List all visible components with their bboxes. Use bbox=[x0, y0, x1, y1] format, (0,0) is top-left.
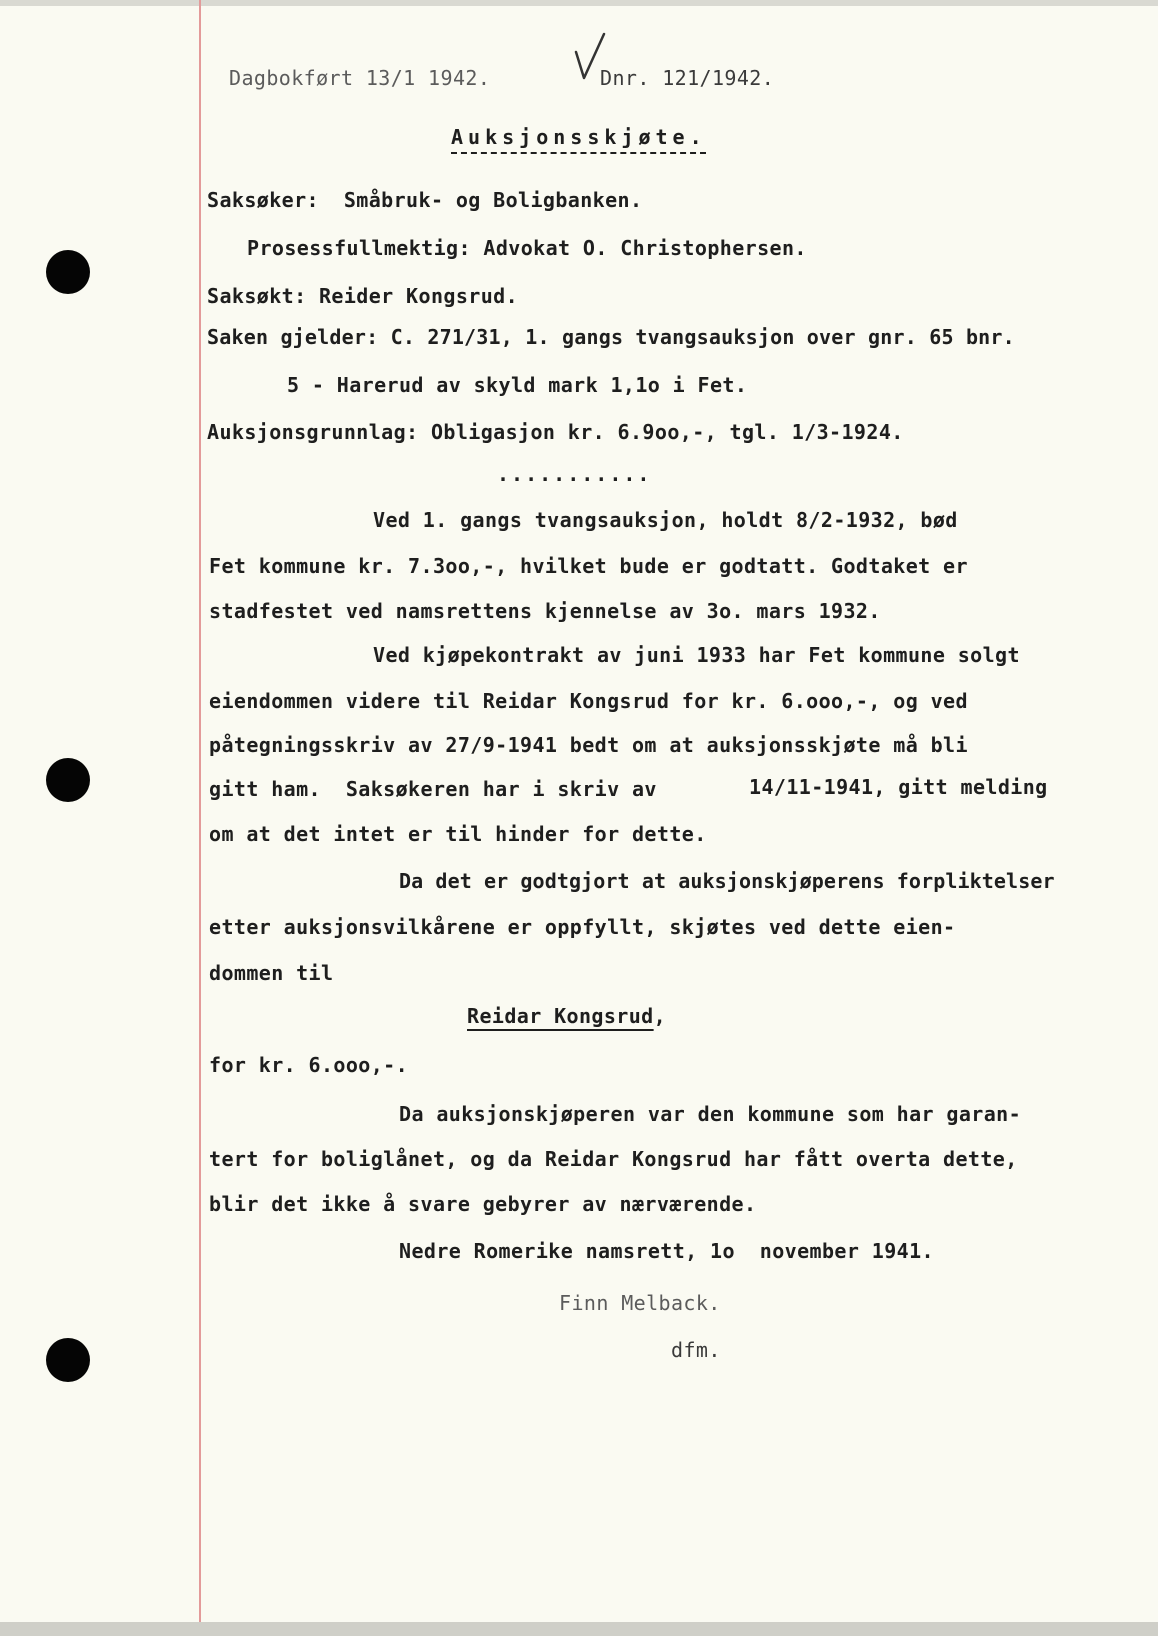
case-line-2: 5 - Harerud av skyld mark 1,1o i Fet. bbox=[287, 373, 748, 397]
purchase-price: for kr. 6.ooo,-. bbox=[209, 1053, 409, 1077]
attorney-line: Prosessfullmektig: Advokat O. Christophersen. bbox=[247, 236, 807, 260]
body-line: Da det er godtgjort at auksjonskjøperens forpliktelser bbox=[399, 869, 1055, 893]
body-line: gitt ham. Saksøkeren har i skriv av bbox=[209, 777, 657, 801]
body-line: etter auksjonsvilkårene er oppfyllt, skjøtes ved dette eien- bbox=[209, 915, 956, 939]
body-line: Ved kjøpekontrakt av juni 1933 har Fet kommune solgt bbox=[373, 643, 1020, 667]
plaintiff-line: Saksøker: Småbruk- og Boligbanken. bbox=[207, 188, 643, 212]
buyer-block bbox=[467, 1004, 666, 1028]
signatory-title: dfm. bbox=[671, 1338, 721, 1362]
closing-line: Da auksjonskjøperen var den kommune som har garan- bbox=[399, 1102, 1022, 1126]
body-line: påtegningsskriv av 27/9-1941 bedt om at auksjonsskjøte må bli bbox=[209, 733, 968, 757]
registration-stamp: Dagbokført 13/1 1942. bbox=[229, 66, 491, 90]
document-title: Auksjonsskjøte. bbox=[451, 125, 707, 149]
buyer-name-suffix: , bbox=[653, 1004, 667, 1028]
body-line: Fet kommune kr. 7.3oo,-, hvilket bude er godtatt. Godtaket er bbox=[209, 554, 968, 578]
body-line: stadfestet ved namsrettens kjennelse av 3o. mars 1932. bbox=[209, 599, 881, 623]
document-number: Dnr. 121/1942. bbox=[600, 66, 775, 90]
closing-line: blir det ikke å svare gebyrer av nærværende. bbox=[209, 1192, 757, 1216]
punch-hole-top bbox=[46, 250, 90, 294]
top-edge-shadow bbox=[0, 0, 1158, 6]
auction-basis-line: Auksjonsgrunnlag: Obligasjon kr. 6.9oo,-, tgl. 1/3-1924. bbox=[207, 420, 904, 444]
punch-hole-middle bbox=[46, 758, 90, 802]
punch-hole-bottom bbox=[46, 1338, 90, 1382]
bottom-edge-shadow bbox=[0, 1622, 1158, 1636]
separator-dots: ........... bbox=[497, 462, 652, 486]
body-line-date: 14/11-1941, gitt melding bbox=[749, 775, 1048, 799]
signatory-name: Finn Melback. bbox=[559, 1291, 721, 1315]
body-line: eiendommen videre til Reidar Kongsrud for kr. 6.ooo,-, og ved bbox=[209, 689, 968, 713]
body-line: om at det intet er til hinder for dette. bbox=[209, 822, 707, 846]
place-and-date: Nedre Romerike namsrett, 1o november 1941. bbox=[399, 1239, 934, 1263]
body-line: dommen til bbox=[209, 961, 334, 985]
margin-rule bbox=[199, 0, 201, 1636]
defendant-line: Saksøkt: Reider Kongsrud. bbox=[207, 284, 519, 308]
body-line: Ved 1. gangs tvangsauksjon, holdt 8/2-1932, bød bbox=[373, 508, 958, 532]
case-line-1: Saken gjelder: C. 271/31, 1. gangs tvangsauksjon over gnr. 65 bnr. bbox=[207, 325, 1015, 349]
closing-line: tert for boliglånet, og da Reidar Kongsrud har fått overta dette, bbox=[209, 1147, 1018, 1171]
buyer-name: Reidar Kongsrud bbox=[467, 1004, 654, 1028]
